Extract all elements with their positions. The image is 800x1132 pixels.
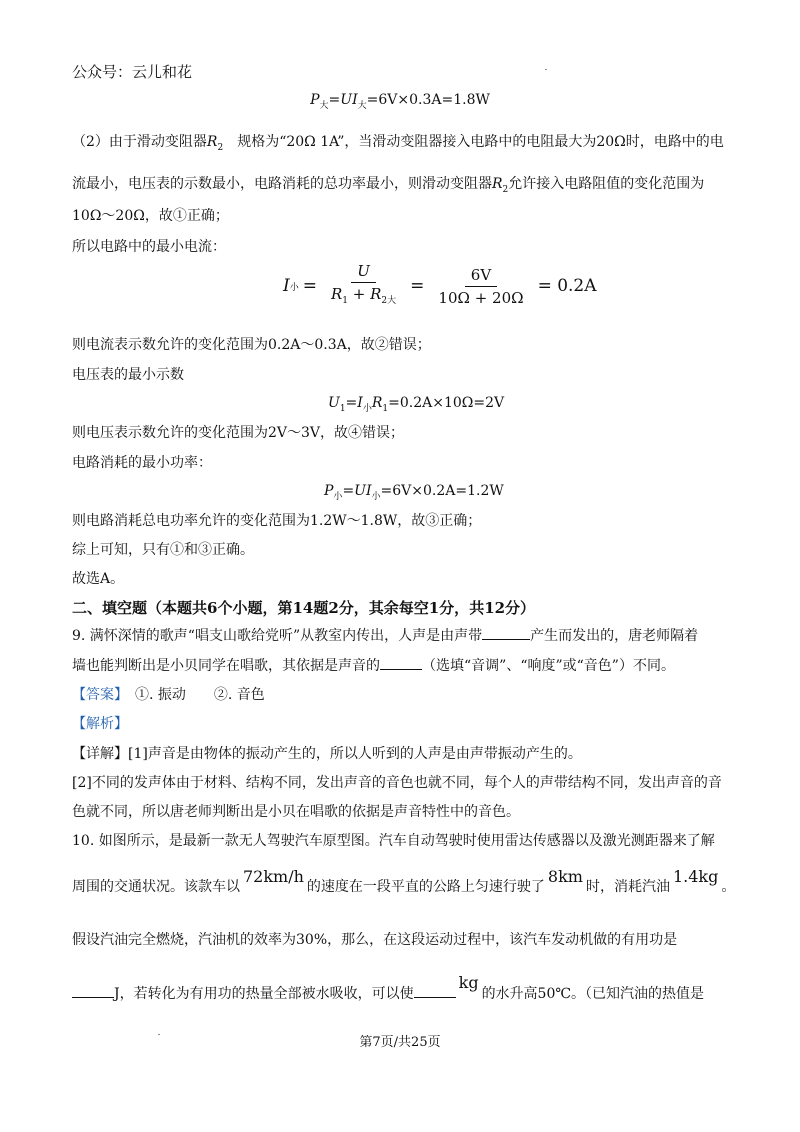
summary-line: 综上可知，只有①和③正确。 (72, 542, 254, 558)
text-segment: 9. 满怀深情的歌声“唱支山歌给党听”从教室内传出，人声是由声带 (72, 628, 483, 644)
para2-line4: 所以电路中的最小电流： (72, 239, 226, 255)
fraction-denominator (325, 283, 402, 310)
detail-tag: 【详解】 (72, 746, 128, 762)
eq-value: = 0.2A (537, 276, 597, 296)
eq-symbol: R (492, 176, 503, 192)
q9-detail-line2: [2]不同的发声体由于材料、结构不同，发出声音的音色也就不同，每个人的声带结构不同，发出声音的音 (72, 775, 722, 791)
text-segment: J，若转化为有用功的热量全部被水吸收，可以使 (114, 986, 414, 1002)
text-segment: 的水升高50℃。（已知汽油的热值是 (481, 986, 705, 1002)
min-voltage-label: 电压表的最小示数 (72, 367, 184, 383)
q9-line2 (72, 655, 675, 676)
eq-subscript: 2大 (381, 296, 397, 306)
fraction-numerator: 6V (465, 266, 497, 287)
eq-sign: = (302, 276, 317, 296)
eq-symbol: R (370, 285, 382, 303)
equation-min-current (283, 262, 597, 310)
q10-line4 (72, 973, 705, 1004)
eq-subscript: 小 (362, 403, 372, 414)
answer-blank (72, 983, 114, 998)
eq-symbol: P (324, 483, 334, 499)
text-segment: （选填“音调”、“响度”或“音色”）不同。 (422, 658, 675, 674)
answer-text: ①. 振动 ②. 音色 (121, 687, 265, 703)
answer-blank (482, 625, 530, 640)
eq-symbol: UI (354, 483, 372, 499)
fraction-numerator: U (351, 262, 376, 283)
eq-subscript: 1 (382, 403, 389, 414)
fraction-denominator: 10Ω + 20Ω (438, 288, 524, 307)
equation-min-power (324, 481, 504, 507)
eq-symbol: R (371, 395, 383, 411)
para2-line3: 10Ω～20Ω，故①正确； (72, 208, 229, 224)
text-segment: 规格为“20Ω 1A”，当滑动变阻器接入电路中的电阻最大为20Ω时，电路中的电 (223, 134, 724, 150)
eq-sign: = (328, 92, 341, 108)
eq-subscript: 大 (357, 100, 367, 111)
q10-line3: 假设汽油完全燃烧，汽油机的效率为30%，那么，在这段运动过程中，该汽车发动机做的有用功是 (72, 932, 678, 948)
q9-answer (72, 685, 265, 705)
eq-symbol: R (330, 285, 343, 303)
text-segment: 周围的交通状况。该款车以 (72, 879, 240, 895)
answer-tag: 【答案】 (72, 687, 121, 703)
unit-kg: kg (458, 973, 479, 992)
analysis-tag: 【解析】 (72, 716, 128, 732)
text-segment: （2）由于滑动变阻器 (72, 134, 207, 150)
eq-sign: = (345, 395, 358, 411)
answer-blank (380, 655, 422, 670)
text-segment: [1]声音是由物体的振动产生的，所以人听到的人声是由声带振动产生的。 (128, 746, 582, 762)
eq-value: =0.2A×10Ω=2V (388, 395, 505, 411)
choice-line: 故选A。 (72, 571, 125, 587)
section-title: 二、填空题（本题共6个小题，第14题2分，其余每空1分，共12分） (72, 599, 536, 617)
equation-min-voltage (328, 393, 504, 419)
answer-blank (414, 983, 456, 998)
eq-symbol: I (283, 276, 290, 296)
speed-value: 72km/h (243, 867, 304, 886)
q10-line2 (72, 867, 736, 897)
eq-subscript: 小 (371, 491, 381, 502)
eq-sign: + (348, 285, 371, 303)
page-number: 第7页/共25页 (359, 1035, 441, 1050)
eq-subscript: 小 (333, 491, 343, 502)
text-segment: 时，消耗汽油 (585, 879, 670, 895)
watermark-text: 公众号：云儿和花 (72, 63, 193, 81)
eq-subscript: 大 (319, 100, 329, 111)
fraction-1 (325, 262, 402, 310)
mass-value: 1.4kg (672, 867, 719, 886)
eq-value: =6V×0.2A=1.2W (380, 483, 504, 499)
eq-value: =6V×0.3A=1.8W (366, 92, 490, 108)
distance-value: 8km (547, 867, 583, 886)
eq-symbol: I (357, 395, 363, 411)
q9-line1 (72, 625, 698, 646)
eq-symbol: P (310, 92, 320, 108)
q9-detail-line3: 色就不同，所以唐老师判断出是小贝在唱歌的依据是声音特性中的音色。 (72, 804, 520, 820)
text-segment: 允许接入电路阻值的变化范围为 (508, 176, 705, 192)
text-segment: 墙也能判断出是小贝同学在唱歌，其依据是声音的 (72, 658, 380, 674)
text-segment: 。 (721, 879, 736, 895)
q10-line1: 10. 如图所示，是最新一款无人驾驶汽车原型图。汽车自动驾驶时使用雷达传感器以及激光测距器来了解 (72, 833, 715, 849)
eq-subscript: 小 (289, 282, 299, 293)
eq-subscript: 1 (342, 296, 349, 306)
power-range-line: 则电路消耗总电功率允许的变化范围为1.2W～1.8W，故③正确； (72, 513, 482, 529)
text-segment: 产生而发出的，唐老师隔着 (530, 628, 699, 644)
eq-symbol: U (328, 395, 340, 411)
q9-detail-line1 (72, 744, 582, 764)
text-segment: 的速度在一段平直的公路上匀速行驶了 (306, 879, 545, 895)
eq-subscript: 1 (339, 403, 346, 414)
equation-max-power (0, 90, 800, 116)
min-power-label: 电路消耗的最小功率： (72, 455, 212, 471)
para2-line2 (72, 174, 704, 200)
eq-sign: = (342, 483, 355, 499)
eq-symbol: R (206, 134, 218, 150)
text-segment: 流最小，电压表的示数最小，电路消耗的总功率最小，则滑动变阻器 (72, 176, 492, 192)
eq-sign: = (410, 276, 425, 296)
eq-symbol: UI (340, 92, 358, 108)
current-range-line: 则电流表示数允许的变化范围为0.2A～0.3A，故②错误； (72, 337, 431, 353)
voltage-range-line: 则电压表示数允许的变化范围为2V～3V，故④错误； (72, 425, 405, 441)
scan-speck (545, 69, 547, 70)
para2-line1 (72, 132, 724, 158)
eq-subscript: 2 (217, 142, 224, 153)
fraction-2 (432, 266, 529, 307)
eq-subscript: 2 (502, 184, 509, 195)
